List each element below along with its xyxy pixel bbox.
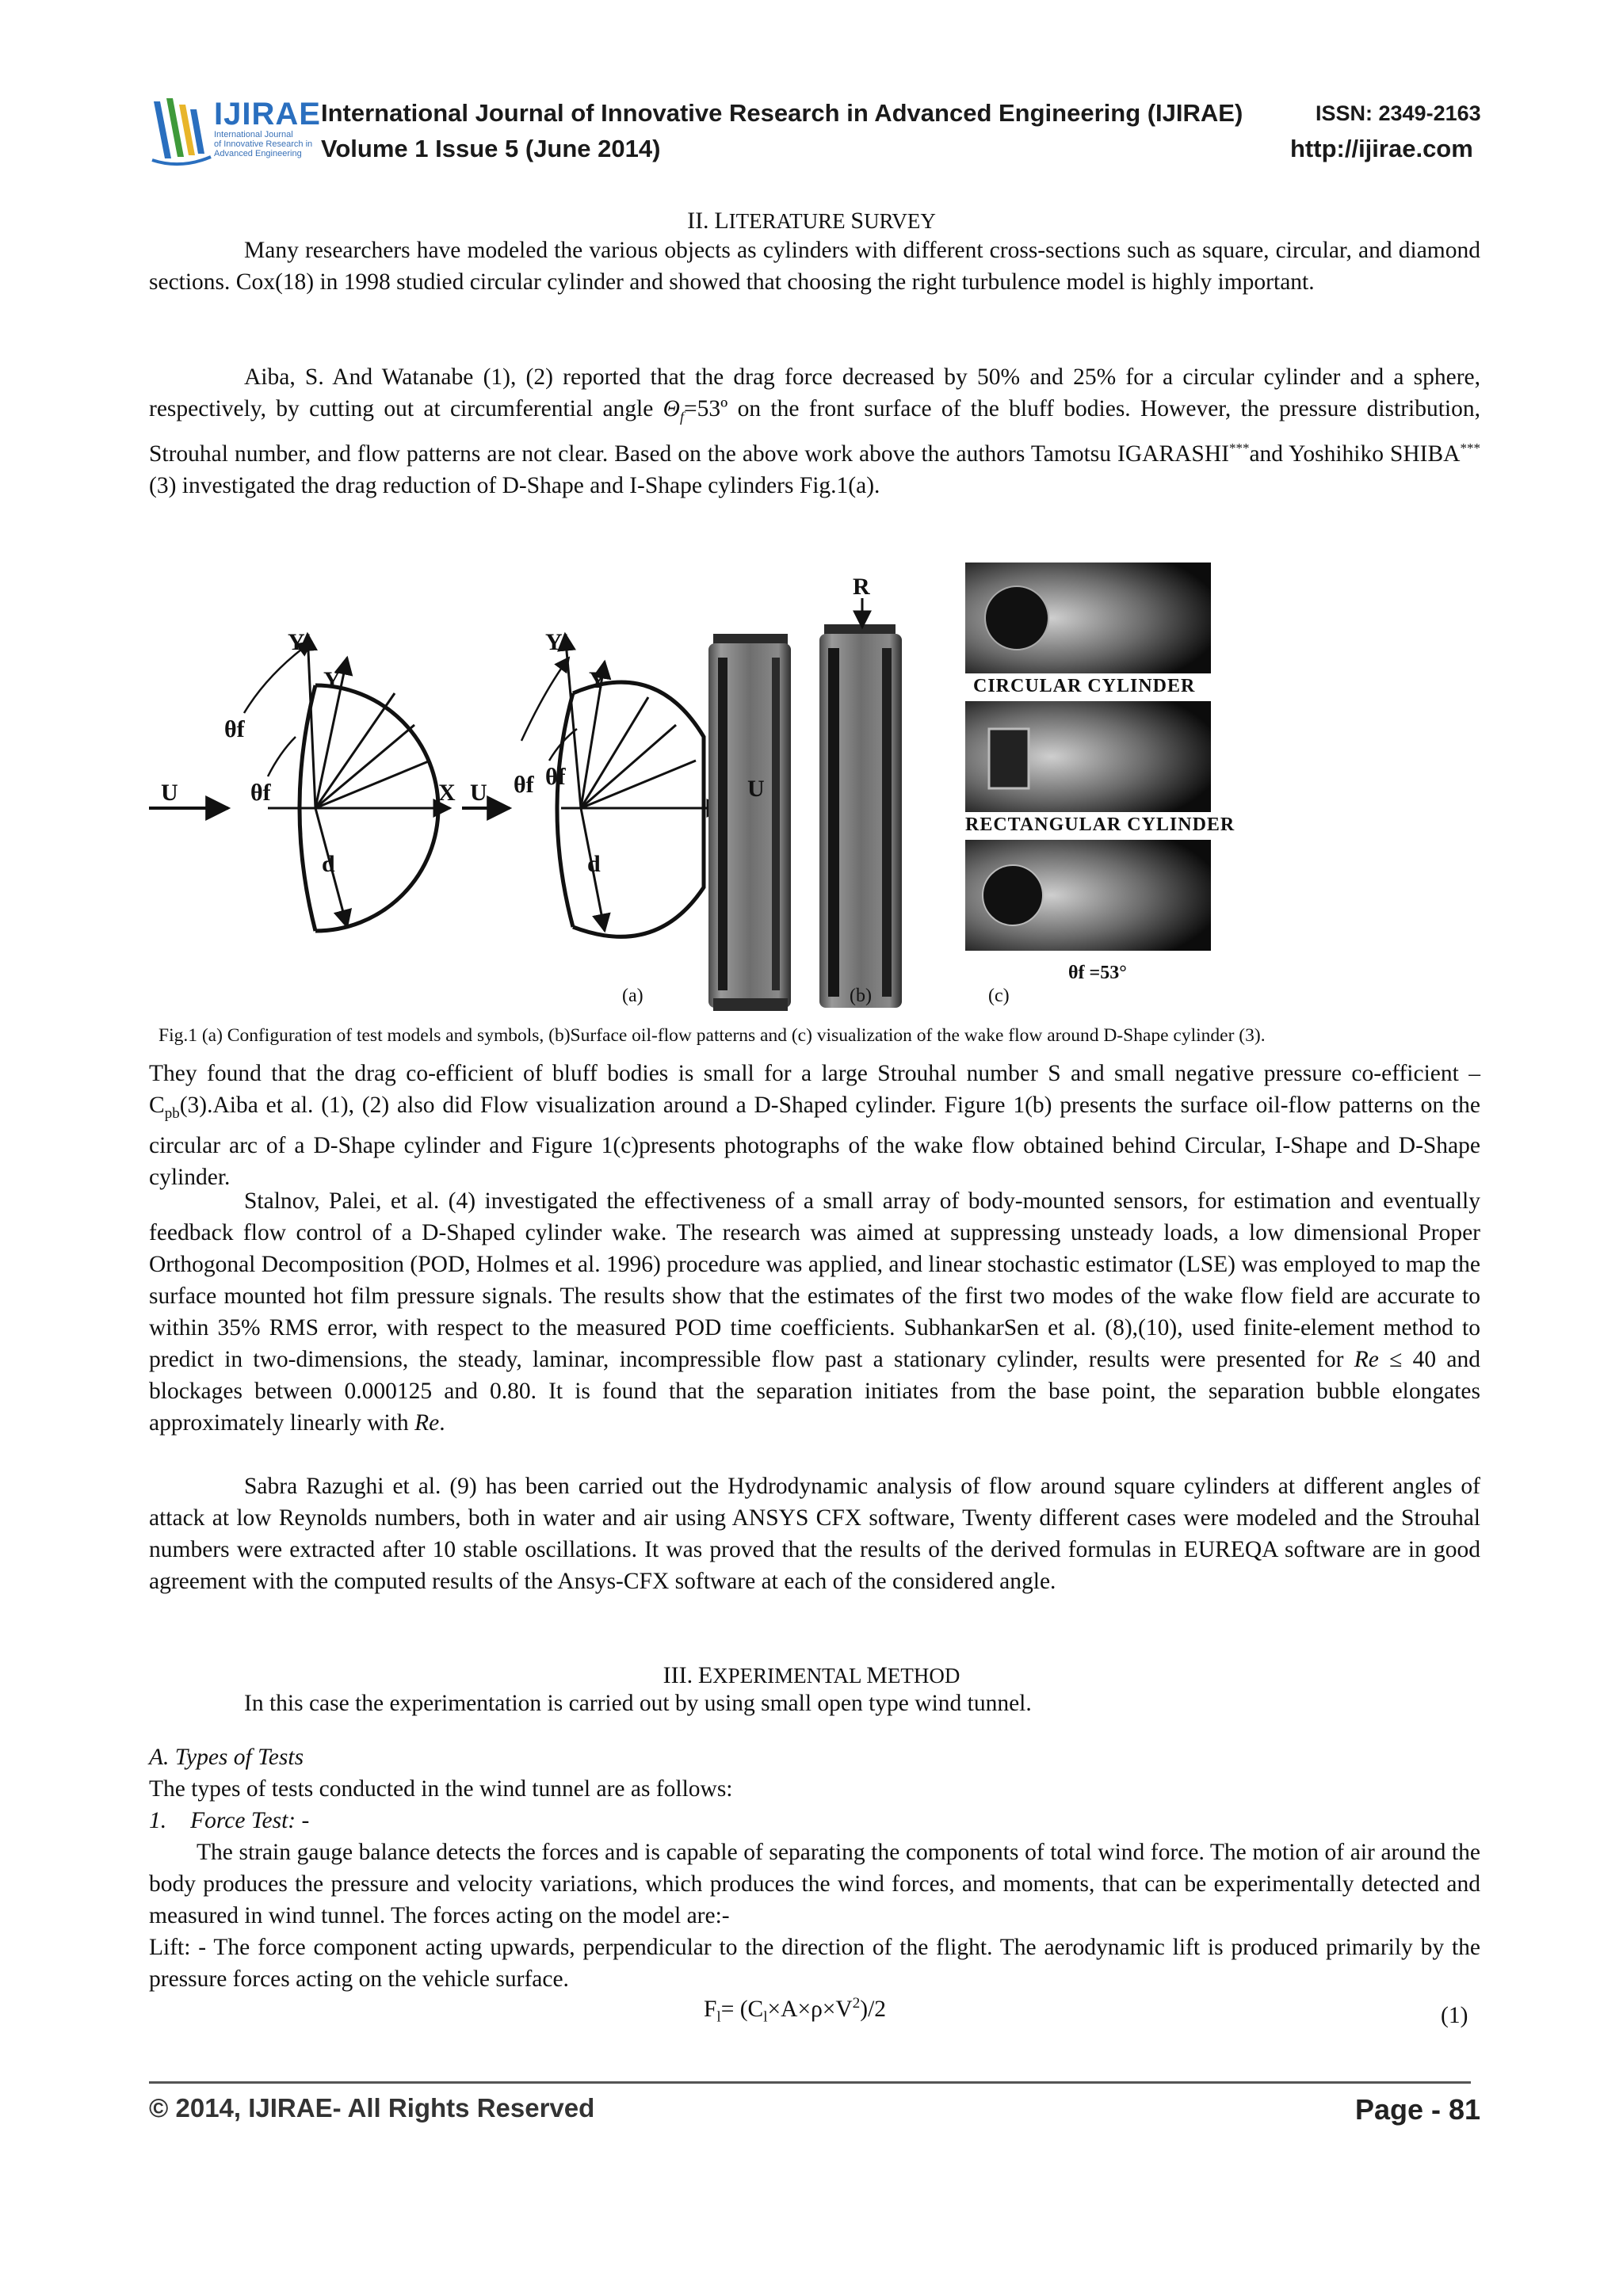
label-r-b: R bbox=[853, 574, 870, 600]
paragraph-7: The types of tests conducted in the wind tunnel are as follows: bbox=[149, 1776, 733, 1802]
volume-issue: Volume 1 Issue 5 (June 2014) bbox=[321, 135, 661, 162]
logo-text: IJIRAE bbox=[214, 97, 321, 132]
paragraph-8: The strain gauge balance detects the forces and is capable of separating the components of total wind force. The motion of air around the body produces the pressure and velocity variations, which produces the wind forces, and moments, that can be experimentally detected and measured in wind tunnel. The forces acting on the model are:- bbox=[149, 1840, 1480, 1928]
label-u-a2: U bbox=[470, 780, 487, 806]
label-u-a: U bbox=[161, 780, 178, 806]
journal-url[interactable]: http://ijirae.com bbox=[1290, 135, 1473, 162]
sublabel-c: (c) bbox=[988, 986, 1010, 1006]
subsection-types-of-tests: A. Types of Tests bbox=[149, 1745, 304, 1770]
d-shape-diagram bbox=[149, 634, 450, 931]
paragraph-2: Aiba, S. And Watanabe (1), (2) reported that the drag force decreased by 50% and 25% for a circular cylinder and a sphere, respectively, by cutting out at circumferential angle $\Theta_f=53º$ on the front surface of the bluff bodies. However, the pressure distribution, Strouhal number, and flow patterns are not clear. Based on the above work above the authors Tamotsu IGARASHI***and Yoshihiko SHIBA*** (3) investigated the drag reduction of D-Shape and I-Shape cylinders Fig.1(a). bbox=[149, 364, 1480, 498]
wake-photos bbox=[965, 563, 1211, 951]
label-d-a2: d bbox=[587, 851, 601, 877]
label-y-a: Y bbox=[323, 667, 341, 693]
label-d-a: d bbox=[322, 851, 335, 877]
label-y-a2: Y bbox=[589, 667, 606, 693]
label-theta-53: θf =53° bbox=[1068, 963, 1127, 983]
issn: ISSN: 2349-2163 bbox=[1316, 101, 1481, 125]
label-u-b: U bbox=[747, 776, 765, 802]
paragraph-9: Lift: - The force component acting upwards, perpendicular to the direction of the flight. The aerodynamic lift is produced primarily by the pressure forces acting on the vehicle surface. bbox=[149, 1935, 1480, 1992]
section-heading-experimental-method: III. EXPERIMENTAL METHOD bbox=[663, 1662, 960, 1688]
footer-page-number: Page - 81 bbox=[1355, 2093, 1481, 2126]
paragraph-5: Sabra Razughi et al. (9) has been carried out the Hydrodynamic analysis of flow around square cylinders at different angles of attack at low Reynolds numbers, both in water and air using ANSYS CFX software, Twenty different cases were modeled and the Strouhal numbers were extracted after 10 stable oscillations. It was proved that the results of the derived formulas in EUREQA software are in good agreement with the computed results of the Ansys-CFX software at each of the considered angle. bbox=[149, 1474, 1480, 1594]
equation-number: (1) bbox=[1441, 2003, 1468, 2028]
paragraph-3: They found that the drag co-efficient of bluff bodies is small for a large Strouhal number S and small negative pressure co-efficient $-C_{pb}(3).Aiba$ et al. (1), (2) also did Flow visualization around a D-Shaped cylinder. Figure 1(b) presents the surface oil-flow patterns on the circular arc of a D-Shape cylinder and Figure 1(c)presents photographs of the wake flow obtained behind Circular, I-Shape and D-Shape cylinder. bbox=[149, 1061, 1480, 1190]
footer-copyright: © 2014, IJIRAE- All Rights Reserved bbox=[149, 2093, 595, 2122]
footer-rule bbox=[149, 2081, 1471, 2084]
label-x-a: X bbox=[438, 780, 456, 806]
caption-rectangular-cylinder: RECTANGULAR CYLINDER bbox=[965, 814, 1235, 835]
equation-1: $F_l= (C_l\times A\times\rho\times V^2)/2$ bbox=[704, 1995, 887, 2026]
logo-subtitle: International Journal of Innovative Research in Advanced Engineering bbox=[214, 130, 313, 158]
oil-flow-photo bbox=[708, 598, 902, 1014]
section-heading-literature-survey: II. LITERATURE SURVEY bbox=[687, 208, 936, 234]
sublabel-b: (b) bbox=[850, 986, 872, 1006]
figure-1-caption: Fig.1 (a) Configuration of test models and symbols, (b)Surface oil-flow patterns and (c) visualization of the wake flow around D-Shape cylinder (3). bbox=[158, 1025, 1266, 1046]
paragraph-1: Many researchers have modeled the various objects as cylinders with different cross-sections such as square, circular, and diamond sections. Cox(18) in 1998 studied circular cylinder and showed that choosing the right turbulence model is highly important. bbox=[149, 238, 1480, 295]
label-thetaf-outer-a2: θf bbox=[514, 772, 534, 798]
label-yprime-a2: Y' bbox=[545, 629, 569, 655]
label-thetaf-inner-a2: θf bbox=[545, 764, 566, 790]
item-force-test: 1. Force Test: - bbox=[149, 1808, 310, 1833]
journal-title: International Journal of Innovative Research in Advanced Engineering (IJIRAE) bbox=[321, 99, 1243, 127]
figure-1-graphic bbox=[149, 555, 1496, 1014]
caption-circular-cylinder: CIRCULAR CYLINDER bbox=[973, 676, 1196, 696]
ijirae-logo-icon bbox=[149, 93, 212, 166]
sublabel-a: (a) bbox=[622, 986, 643, 1006]
figure-1 bbox=[149, 555, 1496, 1014]
paragraph-4: Stalnov, Palei, et al. (4) investigated the effectiveness of a small array of body-mounted sensors, for estimation and eventually feedback flow control of a D-Shaped cylinder wake. The research was aimed at suppressing unsteady loads, a low dimensional Proper Orthogonal Decomposition (POD, Holmes et al. 1996) procedure was applied, and linear stochastic estimator (LSE) was employed to map the surface mounted hot film pressure signals. The results show that the estimates of the first two modes of the wake flow field are accurate to within 35% RMS error, with respect to the measured POD time coefficients. SubhankarSen et al. (8),(10), used finite-element method to predict in two-dimensions, the steady, laminar, incompressible flow past a stationary cylinder, results were presented for Re ≤ 40 and blockages between 0.000125 and 0.80. It is found that the separation initiates from the base point, the separation bubble elongates approximately linearly with Re. bbox=[149, 1188, 1480, 1436]
label-yprime-a: Y' bbox=[288, 629, 311, 655]
label-thetaf-outer-a: θf bbox=[224, 716, 245, 742]
label-thetaf-inner-a: θf bbox=[250, 780, 271, 806]
paragraph-6: In this case the experimentation is carried out by using small open type wind tunnel. bbox=[244, 1691, 1032, 1716]
